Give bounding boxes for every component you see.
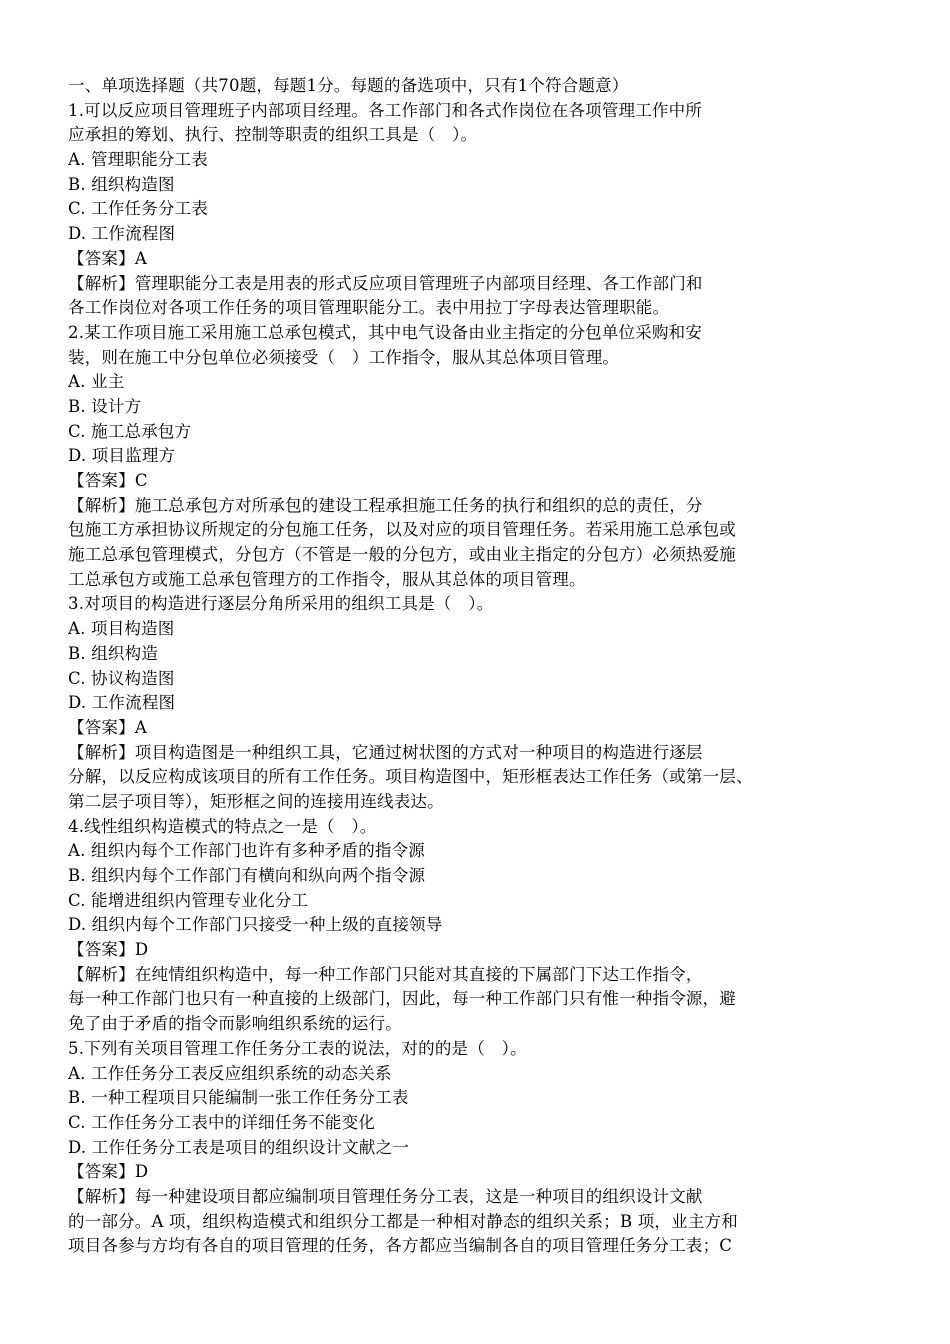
question-stem-line: 1.可以反应项目管理班子内部项目经理。各工作部门和各式作岗位在各项管理工作中所 (68, 100, 703, 120)
explanation-text: 每一种建设项目都应编制项目管理任务分工表，这是一种项目的组织设计文献 (134, 1186, 703, 1206)
option-a: A. 管理职能分工表 (68, 150, 208, 170)
answer-tag: 【答案】 (68, 717, 135, 737)
explanation-tag: 【解析】 (68, 742, 135, 762)
document-body (68, 74, 858, 1259)
explanation-text: 施工总承包方对所承包的建设工程承担施工任务的执行和组织的总的责任，分 (134, 495, 703, 515)
question-5 (68, 1037, 858, 1259)
explanation-line: 第二层子项目等），矩形框之间的连接用连线表达。 (68, 791, 444, 811)
explanation-line (68, 494, 858, 519)
explanation-tag: 【解析】 (68, 1186, 135, 1206)
answer-value: C (134, 471, 148, 490)
explanation-tag: 【解析】 (68, 964, 135, 984)
question-1 (68, 99, 858, 321)
explanation-line: 免了由于矛盾的指令而影响组织系统的运行。 (68, 1014, 402, 1034)
explanation-line: 包施工方承担协议所规定的分包施工任务，以及对应的项目管理任务。若采用施工总承包或 (68, 520, 736, 540)
option-b: B. 组织内每个工作部门有横向和纵向两个指令源 (68, 866, 426, 885)
explanation-text: 项目构造图是一种组织工具，它通过树状图的方式对一种项目的构造进行逐层 (134, 742, 703, 762)
option-d: D. 组织内每个工作部门只接受一种上级的直接领导 (68, 915, 443, 935)
option-a: A. 工作任务分工表反应组织系统的动态关系 (68, 1063, 392, 1083)
question-stem-line: 3.对项目的构造进行逐层分角所采用的组织工具是（ ）。 (68, 594, 494, 614)
answer-value: D (134, 940, 149, 960)
question-stem-line: 5.下列有关项目管理工作任务分工表的说法，对的的是（ ）。 (68, 1038, 527, 1058)
explanation-line (68, 963, 858, 988)
explanation-line (68, 741, 858, 766)
question-stem-line: 2.某工作项目施工采用施工总承包模式，其中电气设备由业主指定的分包单位采购和安 (68, 322, 703, 342)
answer-line (68, 716, 858, 741)
option-b: B. 一种工程项目只能编制一张工作任务分工表 (68, 1088, 409, 1108)
option-c: C. 工作任务分工表中的详细任务不能变化 (68, 1112, 376, 1132)
question-4 (68, 815, 858, 1037)
answer-line (68, 938, 858, 963)
explanation-line: 工总承包方或施工总承包管理方的工作指令，服从其总体的项目管理。 (68, 569, 586, 589)
option-a: A. 业主 (68, 372, 125, 392)
question-stem-line: 应承担的筹划、执行、控制等职责的组织工具是（ ）。 (68, 125, 478, 145)
explanation-line (68, 1185, 858, 1210)
option-c: C. 工作任务分工表 (68, 199, 209, 219)
explanation-line: 分解，以反应构成该项目的所有工作任务。项目构造图中，矩形框表达工作任务（或第一层、 (68, 767, 753, 787)
explanation-line: 各工作岗位对各项工作任务的项目管理职能分工。表中用拉丁字母表达管理职能。 (68, 298, 670, 318)
option-b: B. 设计方 (68, 396, 142, 416)
answer-line (68, 247, 858, 272)
answer-value: A (134, 717, 147, 737)
option-a: A. 项目构造图 (68, 619, 175, 639)
answer-line (68, 469, 858, 494)
option-d: D. 工作任务分工表是项目的组织设计文献之一 (68, 1137, 410, 1157)
explanation-line: 每一种工作部门也只有一种直接的上级部门，因此，每一种工作部门只有惟一种指令源，避 (68, 989, 736, 1009)
option-b: B. 组织构造图 (68, 174, 175, 194)
option-b: B. 组织构造 (68, 643, 159, 663)
question-stem-line: 4.线性组织构造模式的特点之一是（ ）。 (68, 816, 377, 836)
option-c: C. 能增进组织内管理专业化分工 (68, 890, 309, 910)
option-c: C. 施工总承包方 (68, 421, 192, 441)
answer-value: A (134, 248, 147, 268)
option-d: D. 工作流程图 (68, 693, 176, 713)
question-stem-line: 装，则在施工中分包单位必须接受（ ）工作指令，服从其总体项目管理。 (68, 347, 620, 367)
question-3 (68, 592, 858, 814)
answer-tag: 【答案】 (68, 940, 135, 960)
explanation-text: 管理职能分工表是用表的形式反应项目管理班子内部项目经理、各工作部门和 (134, 273, 703, 293)
answer-line (68, 1160, 858, 1185)
explanation-tag: 【解析】 (68, 495, 135, 515)
option-a: A. 组织内每个工作部门也许有多种矛盾的指令源 (68, 841, 426, 861)
answer-tag: 【答案】 (68, 471, 135, 490)
option-c: C. 协议构造图 (68, 668, 175, 688)
explanation-line: 项目各参与方均有各自的项目管理的任务，各方都应当编制各自的项目管理任务分工表；C (68, 1236, 733, 1256)
question-2 (68, 321, 858, 593)
explanation-line (68, 272, 858, 297)
answer-tag: 【答案】 (68, 248, 135, 268)
explanation-line: 的一部分。A 项，组织构造模式和组织分工都是一种相对静态的组织关系；B 项，业主方和 (68, 1211, 738, 1231)
answer-value: D (134, 1162, 149, 1182)
option-d: D. 项目监理方 (68, 446, 176, 466)
option-d: D. 工作流程图 (68, 224, 176, 244)
explanation-tag: 【解析】 (68, 273, 135, 293)
section-header: 一、单项选择题（共70题，每题1分。每题的备选项中，只有1个符合题意） (68, 76, 629, 95)
explanation-text: 在纯情组织构造中，每一种工作部门只能对其直接的下属部门下达工作指令， (134, 964, 703, 984)
explanation-line: 施工总承包管理模式，分包方（不管是一般的分包方，或由业主指定的分包方）必须热爱施 (68, 545, 736, 565)
answer-tag: 【答案】 (68, 1162, 135, 1182)
